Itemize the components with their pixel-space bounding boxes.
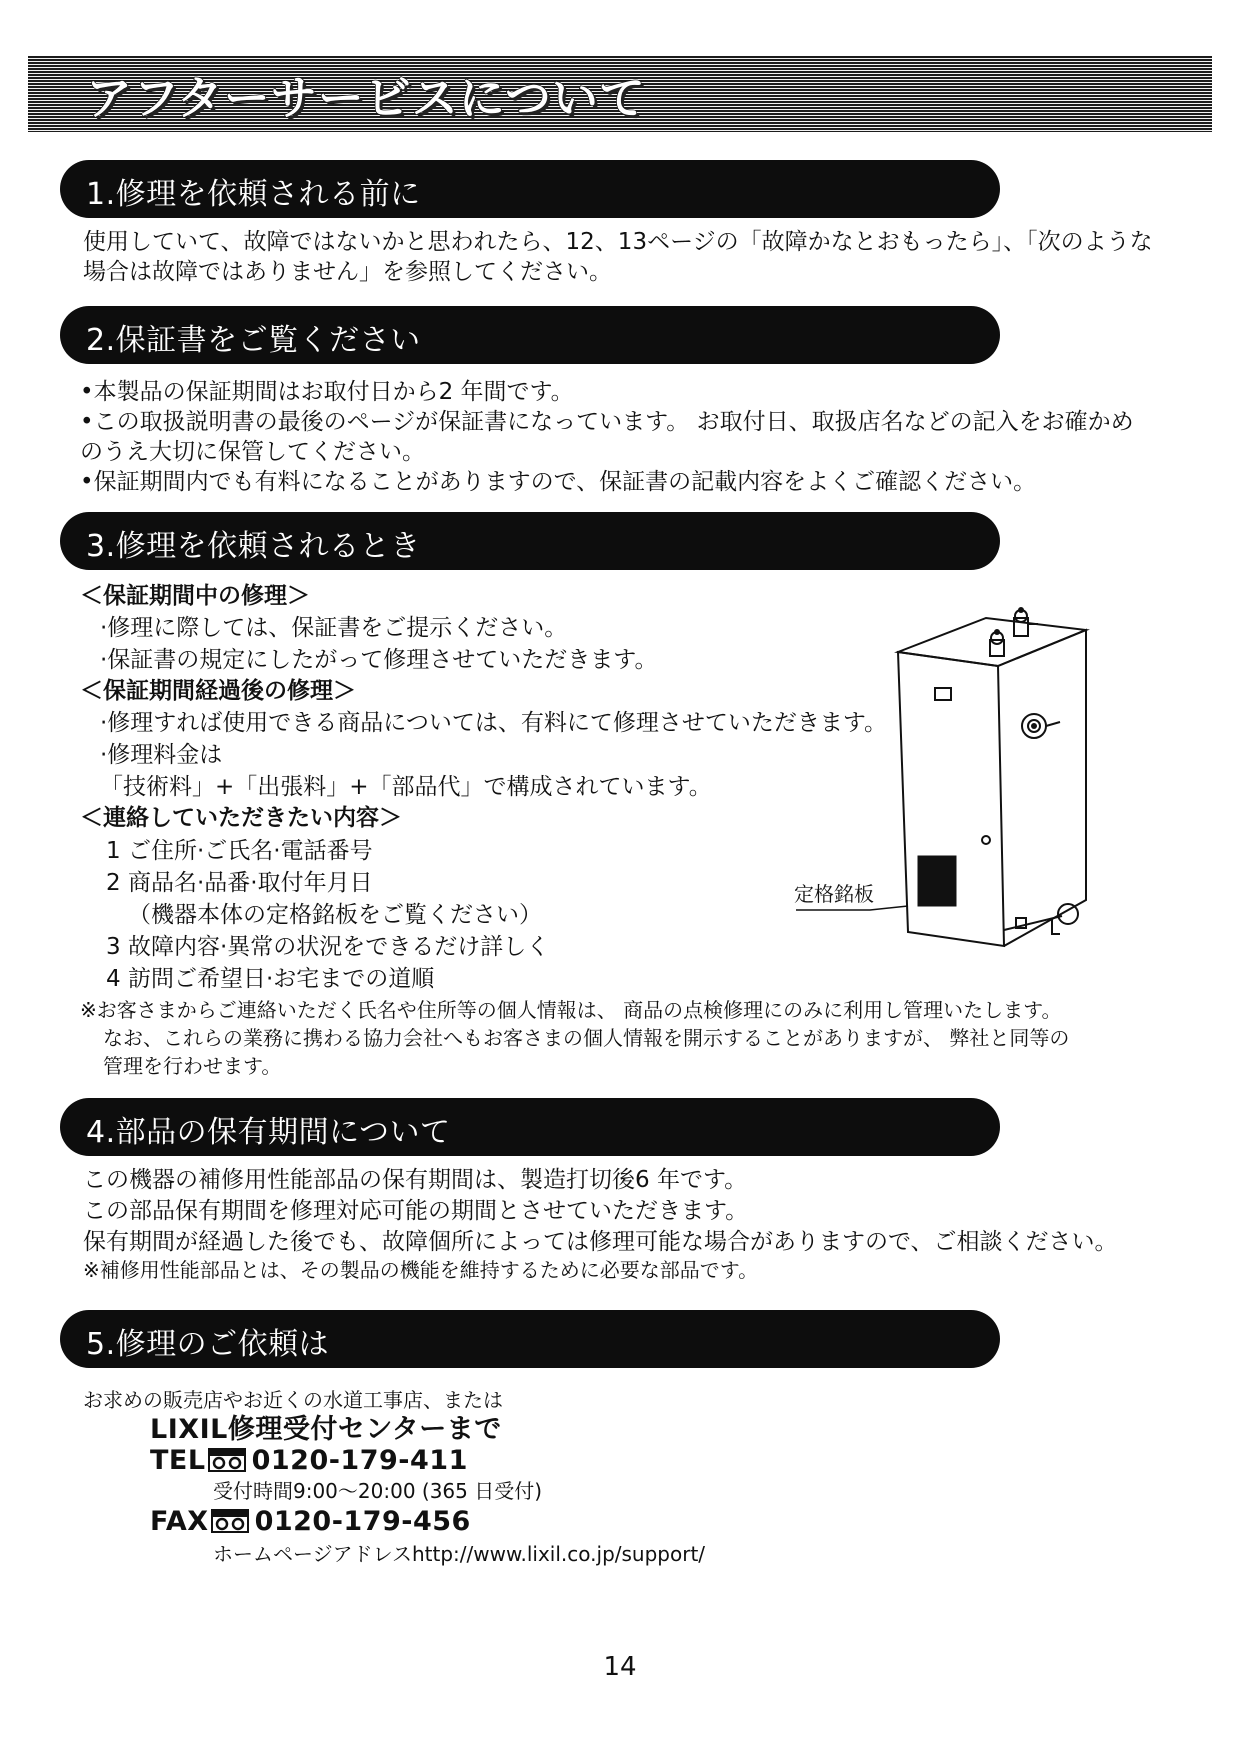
section-4-header	[60, 1098, 1000, 1156]
title-banner	[28, 56, 1212, 132]
privacy-note-line-2: なお、これらの業務に携わる協力会社へもお客さまの個人情報を開示することがありますが、 弊社と同等の	[103, 1026, 1070, 1050]
subheading-warranty-repair: ＜保証期間中の修理＞	[80, 583, 310, 609]
section-1-header	[60, 160, 1000, 218]
privacy-note-line-1: ※お客さまからご連絡いただく氏名や住所等の個人情報は、 商品の点検修理にのみに利用し管理いたします。	[80, 998, 1062, 1022]
section-1-line-1: 使用していて、故障ではないかと思われたら、12、13ページの「故障かなとおもったら」、「次のような	[83, 229, 1153, 255]
subheading-post-warranty-repair: ＜保証期間経過後の修理＞	[80, 678, 356, 704]
section-4-line-2: この部品保有期間を修理対応可能の期間とさせていただきます。	[83, 1198, 749, 1224]
page-number: 14	[603, 1652, 637, 1682]
fax-line	[150, 1505, 471, 1538]
fax-label: FAX	[150, 1506, 209, 1537]
contact-item-2-note: （機器本体の定格銘板をご覧ください）	[128, 902, 542, 928]
section-4-heading: 4.部品の保有期間について	[86, 1115, 451, 1150]
section-2-line-4: •保証期間内でも有料になることがありますので、保証書の記載内容をよくご確認ください。	[80, 469, 1037, 495]
section-4-note: ※補修用性能部品とは、その製品の機能を維持するために必要な部品です。	[83, 1258, 759, 1282]
contact-item-1: 1 ご住所·ご氏名·電話番号	[106, 838, 373, 864]
section-2-line-3: のうえ大切に保管してください。	[80, 439, 425, 465]
section-5-header	[60, 1310, 1000, 1368]
tel-line	[150, 1444, 468, 1477]
tel-label: TEL	[150, 1445, 206, 1476]
section-1-line-2: 場合は故障ではありません」を参照してください。	[83, 259, 612, 285]
warranty-repair-line-1: ·修理に際しては、保証書をご提示ください。	[100, 615, 568, 641]
section-2-header	[60, 306, 1000, 364]
rating-plate	[918, 856, 956, 906]
fax-number: 0120-179-456	[254, 1506, 471, 1537]
tel-number: 0120-179-411	[251, 1445, 468, 1476]
subheading-contact-info: ＜連絡していただきたい内容＞	[80, 805, 402, 831]
post-warranty-line-3: 「技術料」+「出張料」+「部品代」で構成されています。	[100, 774, 712, 800]
warranty-repair-line-2: ·保証書の規定にしたがって修理させていただきます。	[100, 647, 658, 673]
freedial-icon	[211, 1509, 249, 1533]
freedial-icon	[208, 1448, 246, 1472]
section-1-heading: 1.修理を依頼される前に	[86, 177, 421, 212]
section-5-heading: 5.修理のご依頼は	[86, 1327, 330, 1362]
post-warranty-line-1: ·修理すれば使用できる商品については、有料にて修理させていただきます。	[100, 710, 888, 736]
page-title: アフターサービスについて	[86, 71, 646, 125]
post-warranty-line-2: ·修理料金は	[100, 742, 223, 768]
contact-item-2: 2 商品名·品番·取付年月日	[106, 870, 373, 896]
section-4-line-3: 保有期間が経過した後でも、故障個所によっては修理可能な場合がありますので、ご相談ください。	[83, 1229, 1118, 1255]
repair-center-name: LIXIL修理受付センターまで	[150, 1414, 502, 1445]
section-2-line-2: •この取扱説明書の最後のページが保証書になっています。 お取付日、取扱店名などの記入をお確かめ	[80, 409, 1134, 435]
section-2-heading: 2.保証書をご覧ください	[86, 323, 421, 358]
section-4-line-1: この機器の補修用性能部品の保有期間は、製造打切後6 年です。	[83, 1167, 748, 1193]
contact-item-3: 3 故障内容·異常の状況をできるだけ詳しく	[106, 934, 550, 960]
section-2-line-1: •本製品の保証期間はお取付日から2 年間です。	[80, 379, 574, 405]
homepage-address[interactable]: ホームページアドレスhttp://www.lixil.co.jp/support/	[213, 1542, 706, 1566]
reception-hours: 受付時間9:00～20:00 (365 日受付)	[213, 1479, 543, 1503]
section-5-intro: お求めの販売店やお近くの水道工事店、または	[83, 1388, 503, 1412]
privacy-note-line-3: 管理を行わせます。	[103, 1054, 282, 1078]
contact-item-4: 4 訪問ご希望日·お宅までの道順	[106, 966, 435, 992]
rating-plate-label: 定格銘板	[794, 882, 874, 906]
section-3-heading: 3.修理を依頼されるとき	[86, 529, 421, 564]
section-3-header	[60, 512, 1000, 570]
